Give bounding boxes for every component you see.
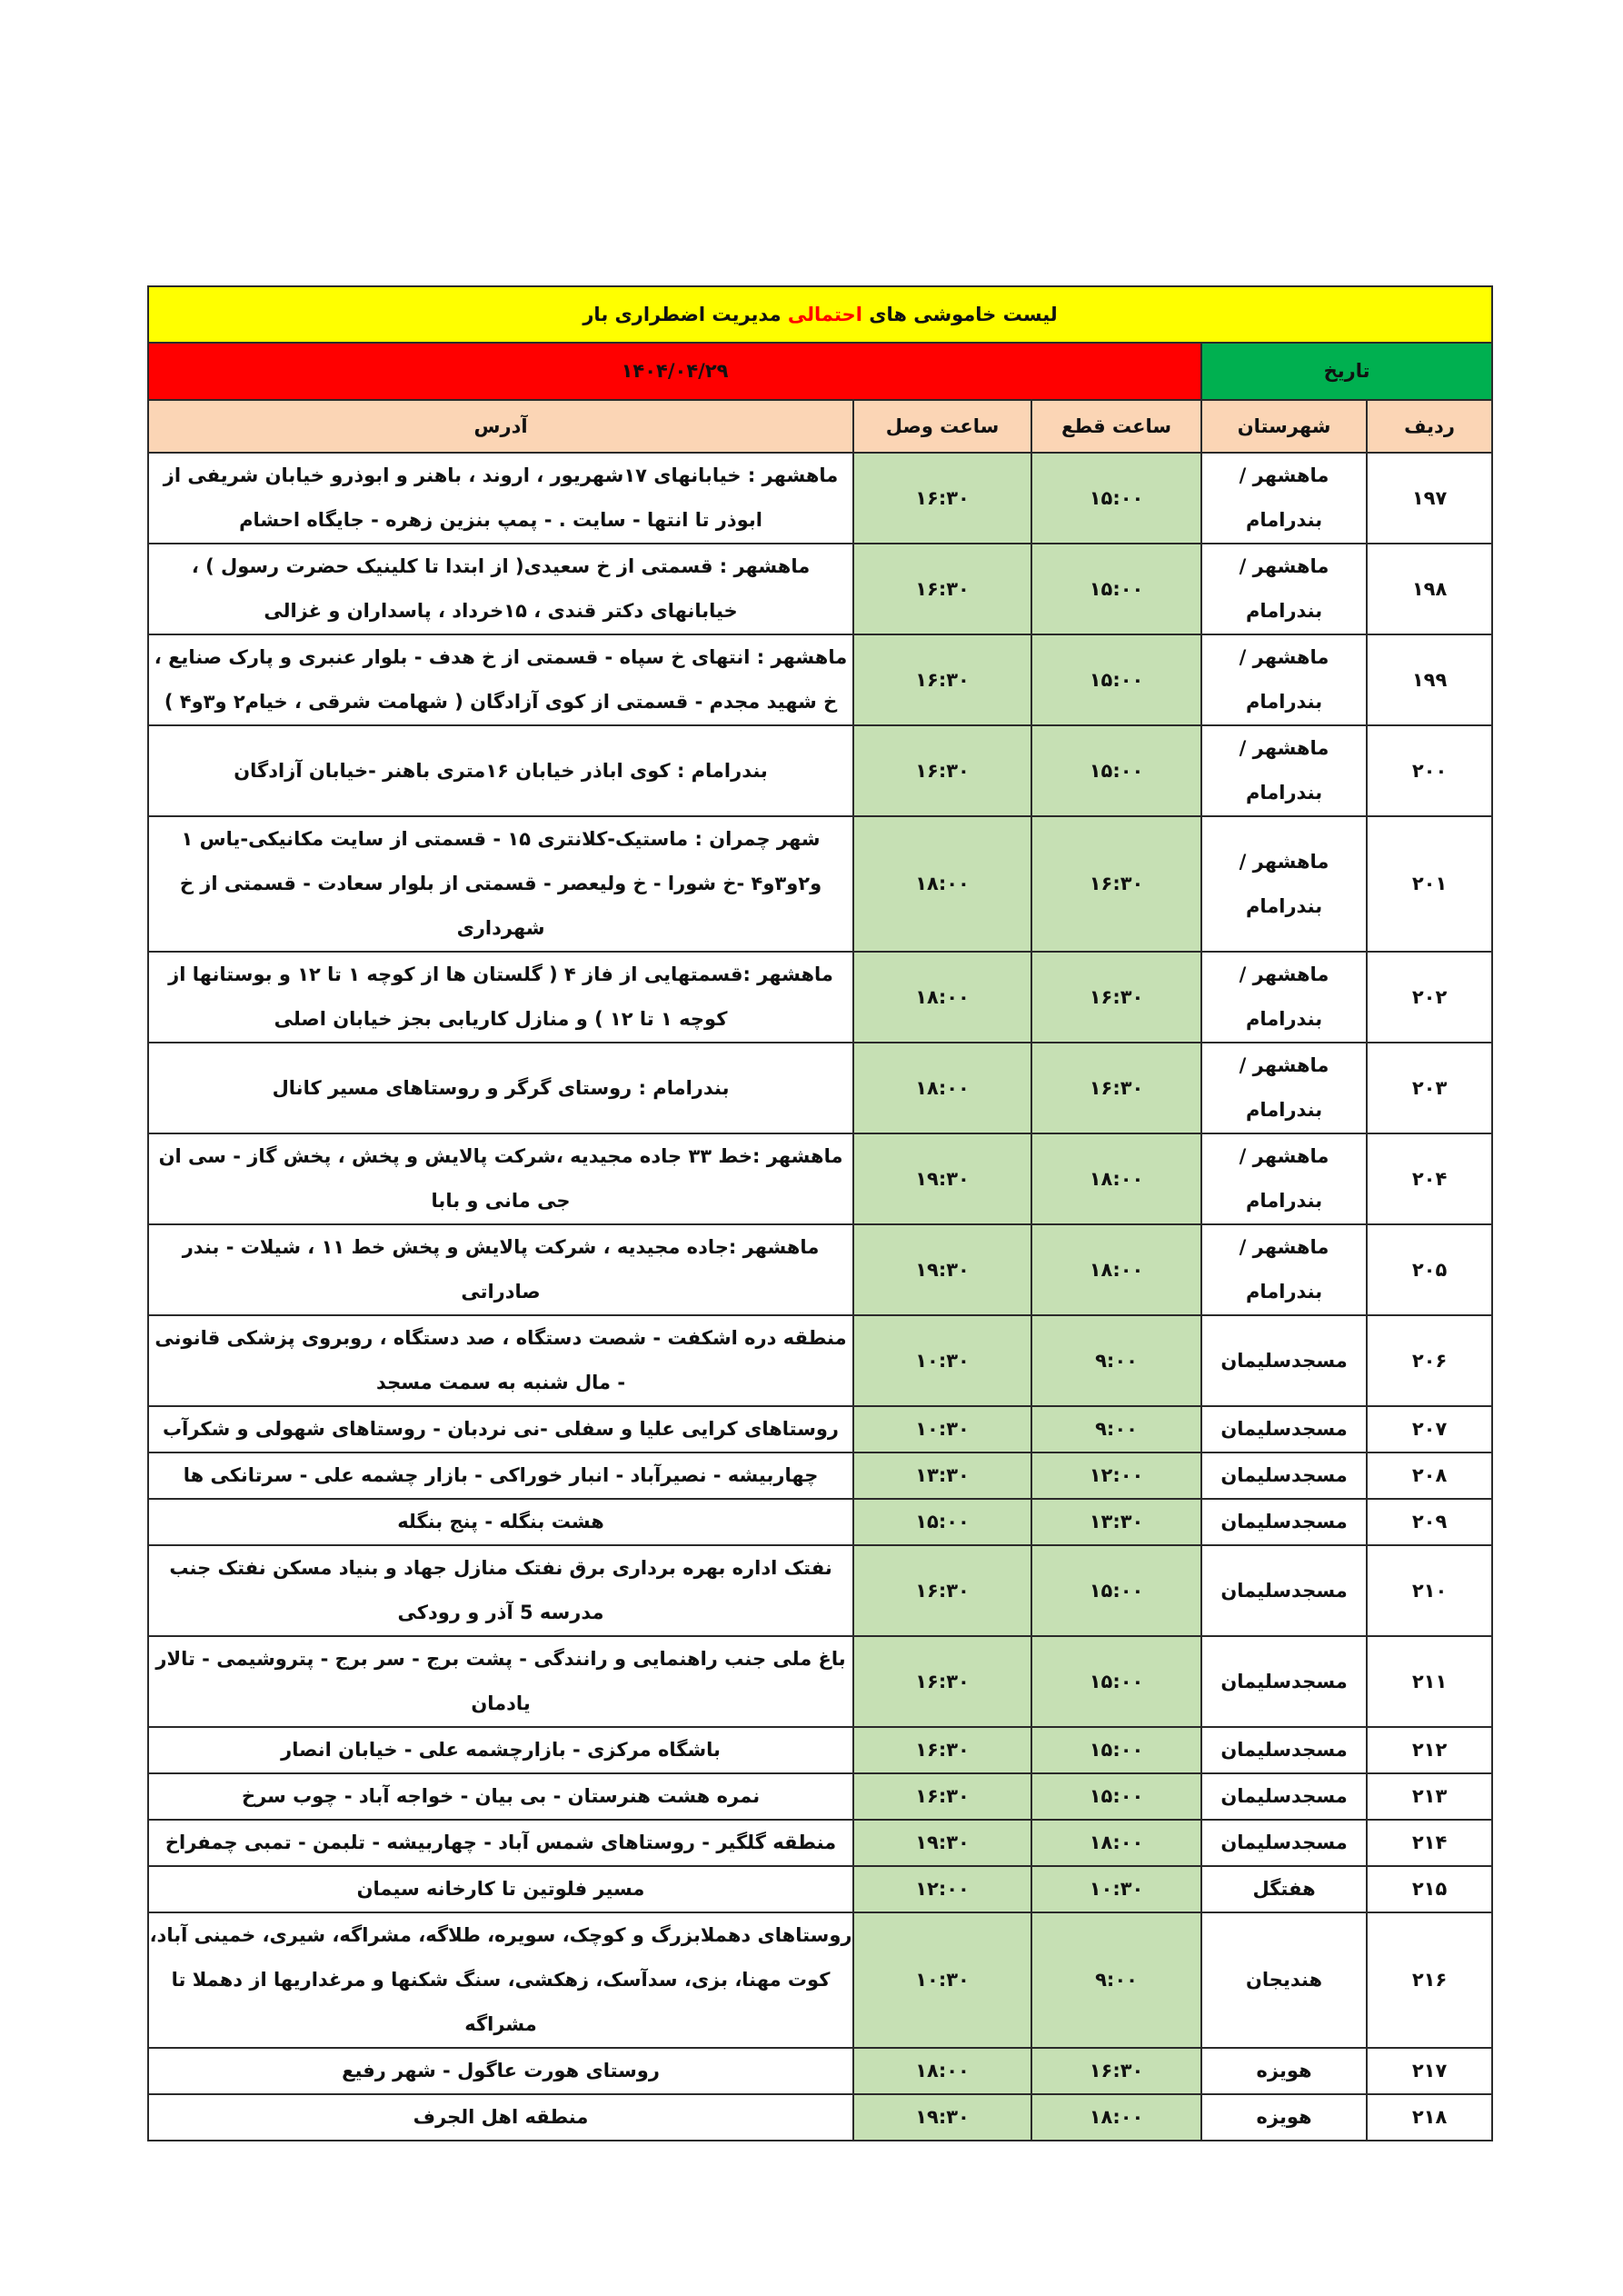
connect-time: ۱۶:۳۰ (853, 1545, 1031, 1636)
table-row (148, 1773, 1492, 1820)
address: ماهشهر : قسمتی از خ سعیدی( از ابتدا تا کلینیک حضرت رسول ) ، خیابانهای دکتر قندی ، ۱۵خرداد ، پاسداران و غزالی (148, 544, 853, 634)
table-row (148, 1315, 1492, 1406)
row-number: ۲۱۲ (1367, 1727, 1492, 1773)
row-number: ۲۱۵ (1367, 1866, 1492, 1912)
table-row (148, 1820, 1492, 1866)
address: بندرامام : روستای گرگر و روستاهای مسیر کانال (148, 1043, 853, 1133)
county: مسجدسلیمان (1201, 1545, 1367, 1636)
table-row (148, 453, 1492, 544)
cut-time: ۹:۰۰ (1031, 1315, 1201, 1406)
connect-time: ۱۸:۰۰ (853, 2048, 1031, 2094)
header-address: آدرس (148, 400, 853, 453)
table-row (148, 1043, 1492, 1133)
date-row (148, 343, 1492, 400)
row-number: ۲۰۰ (1367, 725, 1492, 816)
table-row (148, 1224, 1492, 1315)
cut-time: ۱۵:۰۰ (1031, 544, 1201, 634)
connect-time: ۱۶:۳۰ (853, 725, 1031, 816)
cut-time: ۱۸:۰۰ (1031, 2094, 1201, 2141)
row-number: ۲۰۴ (1367, 1133, 1492, 1224)
cut-time: ۱۶:۳۰ (1031, 816, 1201, 952)
cut-time: ۱۳:۳۰ (1031, 1499, 1201, 1545)
row-number: ۲۱۱ (1367, 1636, 1492, 1727)
table-row (148, 1545, 1492, 1636)
table-row (148, 2094, 1492, 2141)
table-row (148, 952, 1492, 1043)
connect-time: ۱۰:۳۰ (853, 1912, 1031, 2048)
cut-time: ۱۸:۰۰ (1031, 1820, 1201, 1866)
address: مسیر فلوتین تا کارخانه سیمان (148, 1866, 853, 1912)
row-number: ۲۱۳ (1367, 1773, 1492, 1820)
connect-time: ۱۵:۰۰ (853, 1499, 1031, 1545)
connect-time: ۱۲:۰۰ (853, 1866, 1031, 1912)
cut-time: ۱۵:۰۰ (1031, 1727, 1201, 1773)
county: ماهشهر /بندرامام (1201, 816, 1367, 952)
header-connect-time: ساعت وصل (853, 400, 1031, 453)
address: منطقه گلگیر - روستاهای شمس آباد - چهاربیشه - تلبمن - تمبی چمفراخ (148, 1820, 853, 1866)
connect-time: ۱۹:۳۰ (853, 1133, 1031, 1224)
cut-time: ۱۰:۳۰ (1031, 1866, 1201, 1912)
connect-time: ۱۳:۳۰ (853, 1452, 1031, 1499)
county: ماهشهر /بندرامام (1201, 1224, 1367, 1315)
county: مسجدسلیمان (1201, 1773, 1367, 1820)
cut-time: ۱۵:۰۰ (1031, 1773, 1201, 1820)
cut-time: ۹:۰۰ (1031, 1912, 1201, 2048)
county: ماهشهر /بندرامام (1201, 544, 1367, 634)
address: هشت بنگله - پنج بنگله (148, 1499, 853, 1545)
table-row (148, 725, 1492, 816)
cut-time: ۱۶:۳۰ (1031, 952, 1201, 1043)
row-number: ۲۰۶ (1367, 1315, 1492, 1406)
header-row-number: ردیف (1367, 400, 1492, 453)
header-county: شهرستان (1201, 400, 1367, 453)
cut-time: ۹:۰۰ (1031, 1406, 1201, 1452)
connect-time: ۱۸:۰۰ (853, 816, 1031, 952)
address: بندرامام : کوی اباذر خیابان ۱۶متری باهنر -خیابان آزادگان (148, 725, 853, 816)
row-number: ۲۰۳ (1367, 1043, 1492, 1133)
county: هویزه (1201, 2048, 1367, 2094)
connect-time: ۱۹:۳۰ (853, 1820, 1031, 1866)
connect-time: ۱۶:۳۰ (853, 453, 1031, 544)
title-highlight: احتمالی (787, 303, 862, 325)
address: ماهشهر :جاده مجیدیه ، شرکت پالایش و پخش خط ۱۱ ، شیلات - بندر صادراتی (148, 1224, 853, 1315)
table-row (148, 1636, 1492, 1727)
cut-time: ۱۸:۰۰ (1031, 1224, 1201, 1315)
table-row (148, 1133, 1492, 1224)
cut-time: ۱۵:۰۰ (1031, 1636, 1201, 1727)
table-row (148, 634, 1492, 725)
header-cut-time: ساعت قطع (1031, 400, 1201, 453)
row-number: ۲۱۶ (1367, 1912, 1492, 2048)
row-number: ۱۹۷ (1367, 453, 1492, 544)
address: باشگاه مرکزی - بازارچشمه علی - خیابان انصار (148, 1727, 853, 1773)
outage-table (147, 285, 1493, 2141)
connect-time: ۱۶:۳۰ (853, 1636, 1031, 1727)
row-number: ۲۱۷ (1367, 2048, 1492, 2094)
cut-time: ۱۶:۳۰ (1031, 2048, 1201, 2094)
address: ماهشهر : خیابانهای ۱۷شهریور ، اروند ، باهنر و ابوذرو خیابان شریفی از ابوذر تا انتها - سایت . - پمپ بنزین زهره - جایگاه احشام (148, 453, 853, 544)
cut-time: ۱۲:۰۰ (1031, 1452, 1201, 1499)
address: روستاهای کرایی علیا و سفلی -نی نردبان - روستاهای شهولی و شکرآب (148, 1406, 853, 1452)
cut-time: ۱۵:۰۰ (1031, 725, 1201, 816)
table-row (148, 2048, 1492, 2094)
county: مسجدسلیمان (1201, 1452, 1367, 1499)
address: شهر چمران : ماستیک-کلانتری ۱۵ - قسمتی از سایت مکانیکی-یاس ۱ و۲و۳و۴ -خ شورا - خ ولیعصر - قسمتی از بلوار سعادت - قسمتی از خ شهرداری (148, 816, 853, 952)
row-number: ۲۰۲ (1367, 952, 1492, 1043)
table-row (148, 1727, 1492, 1773)
county: ماهشهر /بندرامام (1201, 952, 1367, 1043)
connect-time: ۱۸:۰۰ (853, 1043, 1031, 1133)
address: ماهشهر :خط ۳۳ جاده مجیدیه ،شرکت پالایش و پخش ، پخش گاز - سی ان جی مانی و بابا (148, 1133, 853, 1224)
county: هندیجان (1201, 1912, 1367, 2048)
cut-time: ۱۵:۰۰ (1031, 453, 1201, 544)
table-row (148, 1406, 1492, 1452)
connect-time: ۱۰:۳۰ (853, 1406, 1031, 1452)
title-before: لیست خاموشی های (869, 303, 1058, 325)
address: ماهشهر :قسمتهایی از فاز ۴ ( گلستان ها از کوچه ۱ تا ۱۲ و بوستانها از کوچه ۱ تا ۱۲ ) و منازل کاریابی بجز خیابان اصلی (148, 952, 853, 1043)
county: هفتگل (1201, 1866, 1367, 1912)
row-number: ۱۹۸ (1367, 544, 1492, 634)
connect-time: ۱۶:۳۰ (853, 634, 1031, 725)
connect-time: ۱۹:۳۰ (853, 1224, 1031, 1315)
cut-time: ۱۸:۰۰ (1031, 1133, 1201, 1224)
county: مسجدسلیمان (1201, 1636, 1367, 1727)
connect-time: ۱۶:۳۰ (853, 1727, 1031, 1773)
header-row (148, 400, 1492, 453)
county: مسجدسلیمان (1201, 1499, 1367, 1545)
table-row (148, 1912, 1492, 2048)
address: نمره هشت هنرستان - بی بیان - خواجه آباد - چوب سرخ (148, 1773, 853, 1820)
page-title (148, 286, 1492, 343)
title-row (148, 286, 1492, 343)
county: ماهشهر /بندرامام (1201, 1043, 1367, 1133)
title-after: مدیریت اضطراری بار (582, 303, 782, 325)
table-row (148, 1499, 1492, 1545)
county: مسجدسلیمان (1201, 1820, 1367, 1866)
county: ماهشهر /بندرامام (1201, 453, 1367, 544)
address: منطقه دره اشکفت - شصت دستگاه ، صد دستگاه ، روبروی پزشکی قانونی - مال شنبه به سمت مسجد (148, 1315, 853, 1406)
county: ماهشهر /بندرامام (1201, 634, 1367, 725)
county: مسجدسلیمان (1201, 1406, 1367, 1452)
row-number: ۲۰۷ (1367, 1406, 1492, 1452)
connect-time: ۱۸:۰۰ (853, 952, 1031, 1043)
address: روستای هورت عاگول - شهر رفیع (148, 2048, 853, 2094)
cut-time: ۱۶:۳۰ (1031, 1043, 1201, 1133)
table-row (148, 1866, 1492, 1912)
table-row (148, 544, 1492, 634)
county: ماهشهر /بندرامام (1201, 1133, 1367, 1224)
row-number: ۲۱۴ (1367, 1820, 1492, 1866)
county: مسجدسلیمان (1201, 1315, 1367, 1406)
row-number: ۲۰۹ (1367, 1499, 1492, 1545)
connect-time: ۱۶:۳۰ (853, 1773, 1031, 1820)
row-number: ۲۱۰ (1367, 1545, 1492, 1636)
address: ماهشهر : انتهای خ سپاه - قسمتی از خ هدف - بلوار عنبری و پارک صنایع ، خ شهید مجدم - قسمتی از کوی آزادگان ( شهامت شرقی ، خیام۲ و۳و۴ ) (148, 634, 853, 725)
row-number: ۲۰۱ (1367, 816, 1492, 952)
cut-time: ۱۵:۰۰ (1031, 634, 1201, 725)
address: روستاهای دهملابزرگ و کوچک، سویره، طلاگه، مشراگه، شیری، خمینی آباد، کوت مهنا، بزی، سدآسک، زهکشی، سنگ شکنها و مرغداریها از دهملا تا مشراگه (148, 1912, 853, 2048)
connect-time: ۱۰:۳۰ (853, 1315, 1031, 1406)
connect-time: ۱۹:۳۰ (853, 2094, 1031, 2141)
table-row (148, 1452, 1492, 1499)
date-label: تاریخ (1201, 343, 1492, 400)
connect-time: ۱۶:۳۰ (853, 544, 1031, 634)
table-row (148, 816, 1492, 952)
address: چهاربیشه - نصیرآباد - انبار خوراکی - بازار چشمه علی - سرتانکی ها (148, 1452, 853, 1499)
county: هویزه (1201, 2094, 1367, 2141)
address: باغ ملی جنب راهنمایی و رانندگی - پشت برج - سر برج - پتروشیمی - تالار یادمان (148, 1636, 853, 1727)
county: مسجدسلیمان (1201, 1727, 1367, 1773)
cut-time: ۱۵:۰۰ (1031, 1545, 1201, 1636)
row-number: ۱۹۹ (1367, 634, 1492, 725)
county: ماهشهر /بندرامام (1201, 725, 1367, 816)
address: نفتک اداره بهره برداری برق نفتک منازل جهاد و بنیاد مسکن نفتک جنب مدرسه 5 آذر و رودکی (148, 1545, 853, 1636)
row-number: ۲۰۵ (1367, 1224, 1492, 1315)
row-number: ۲۰۸ (1367, 1452, 1492, 1499)
address: منطقه اهل الجرف (148, 2094, 853, 2141)
date-value: ۱۴۰۴/۰۴/۲۹ (148, 343, 1201, 400)
row-number: ۲۱۸ (1367, 2094, 1492, 2141)
